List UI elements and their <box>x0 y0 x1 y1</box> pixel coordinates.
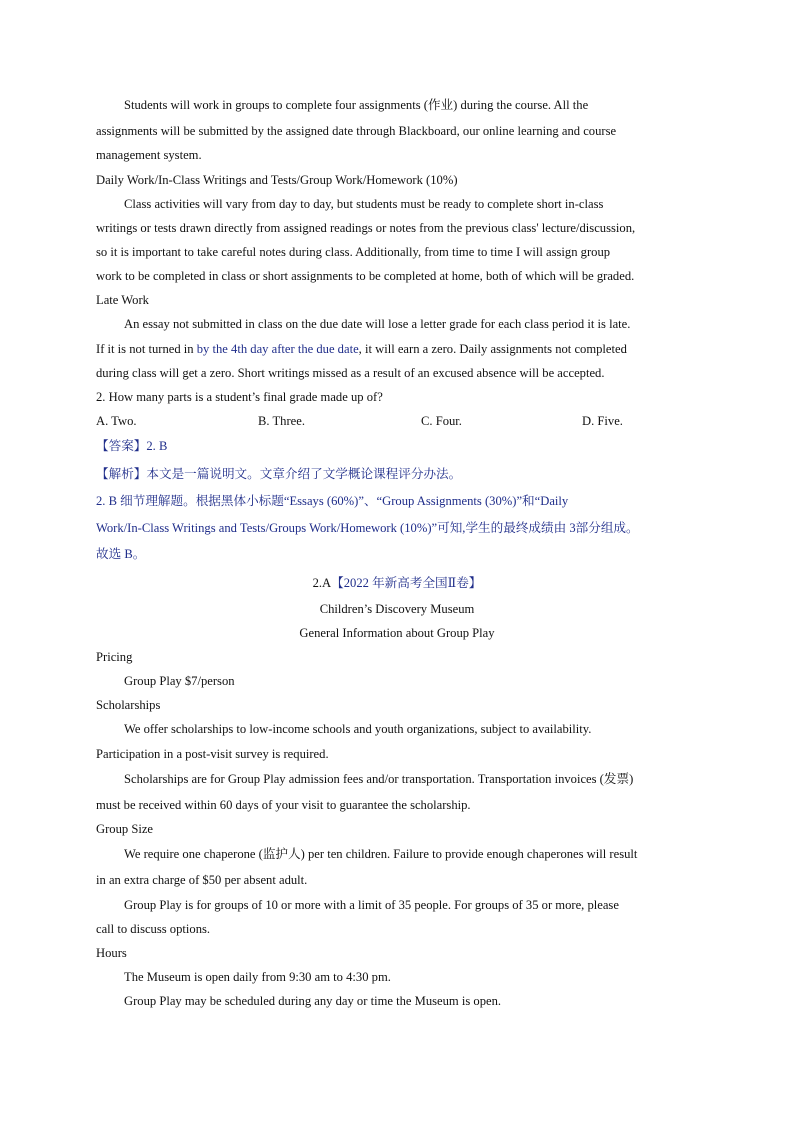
section-heading-daily-work: Daily Work/In-Class Writings and Tests/Group Work/Homework (10%) <box>96 173 458 187</box>
detail-line: 故选 B。 <box>96 547 146 561</box>
paragraph-line: assignments will be submitted by the assigned date through Blackboard, our online learning and course <box>96 124 617 138</box>
text-run: , it will earn a zero. Daily assignments not completed <box>358 342 627 356</box>
section-heading-hours: Hours <box>96 946 127 960</box>
paragraph-line: writings or tests drawn directly from assigned readings or notes from the previous class' lecture/discussion, <box>96 221 636 235</box>
paragraph-line: Scholarships are for Group Play admission fees and/or transportation. Transportation invoices (发票) <box>124 772 634 786</box>
option-b: B. Three. <box>258 414 305 428</box>
paragraph-line: Class activities will vary from day to day, but students must be ready to complete short in-class <box>124 197 604 211</box>
passage-title: Children’s Discovery Museum <box>319 602 475 616</box>
paragraph-line: Students will work in groups to complete four assignments (作业) during the course. All the <box>124 98 589 112</box>
paragraph-line: management system. <box>96 148 202 162</box>
paragraph-line: must be received within 60 days of your visit to guarantee the scholarship. <box>96 798 471 812</box>
paragraph-line: An essay not submitted in class on the due date will lose a letter grade for each class period it is late. <box>124 317 631 331</box>
section-heading-late-work: Late Work <box>96 293 149 307</box>
passage-label <box>0 575 794 591</box>
answer: 【答案】2. B <box>96 439 168 453</box>
section-heading-scholarships: Scholarships <box>96 698 161 712</box>
paragraph-line: Group Play may be scheduled during any day or time the Museum is open. <box>124 994 502 1008</box>
paragraph-line <box>96 341 627 357</box>
highlighted-text: by the 4th day after the due date <box>196 342 359 356</box>
paragraph-line: The Museum is open daily from 9:30 am to 4:30 pm. <box>124 970 391 984</box>
paragraph-line: Group Play is for groups of 10 or more with a limit of 35 people. For groups of 35 or more, please <box>124 898 619 912</box>
section-heading-pricing: Pricing <box>96 650 133 664</box>
paragraph-line: in an extra charge of $50 per absent adult. <box>96 873 308 887</box>
paragraph-line: so it is important to take careful notes during class. Additionally, from time to time I will assign group <box>96 245 611 259</box>
detail-line: 2. B 细节理解题。根据黑体小标题“Essays (60%)”、“Group Assignments (30%)”和“Daily <box>96 494 569 508</box>
text-run: If it is not turned in <box>96 342 197 356</box>
passage-number: 2.A <box>312 576 332 590</box>
option-d: D. Five. <box>582 414 623 428</box>
paragraph-line: Group Play $7/person <box>124 674 235 688</box>
paragraph-line: Participation in a post-visit survey is required. <box>96 747 329 761</box>
passage-subtitle: General Information about Group Play <box>299 626 495 640</box>
section-heading-group-size: Group Size <box>96 822 154 836</box>
paragraph-line: We require one chaperone (监护人) per ten children. Failure to provide enough chaperones will result <box>124 847 638 861</box>
paragraph-line: We offer scholarships to low-income schools and youth organizations, subject to availability. <box>124 722 592 736</box>
option-c: C. Four. <box>421 414 462 428</box>
paragraph-line: call to discuss options. <box>96 922 211 936</box>
option-a: A. Two. <box>96 414 137 428</box>
passage-source: 【2022 年新高考全国Ⅱ卷】 <box>331 576 482 590</box>
analysis: 【解析】本文是一篇说明文。文章介绍了文学概论课程评分办法。 <box>96 467 462 481</box>
paragraph-line: during class will get a zero. Short writings missed as a result of an excused absence will be accepted. <box>96 366 605 380</box>
detail-line: Work/In-Class Writings and Tests/Groups Work/Homework (10%)”可知,学生的最终成绩由 3部分组成。 <box>96 521 639 535</box>
question: 2. How many parts is a student’s final grade made up of? <box>96 390 383 404</box>
paragraph-line: work to be completed in class or short assignments to be completed at home, both of which will be graded. <box>96 269 635 283</box>
